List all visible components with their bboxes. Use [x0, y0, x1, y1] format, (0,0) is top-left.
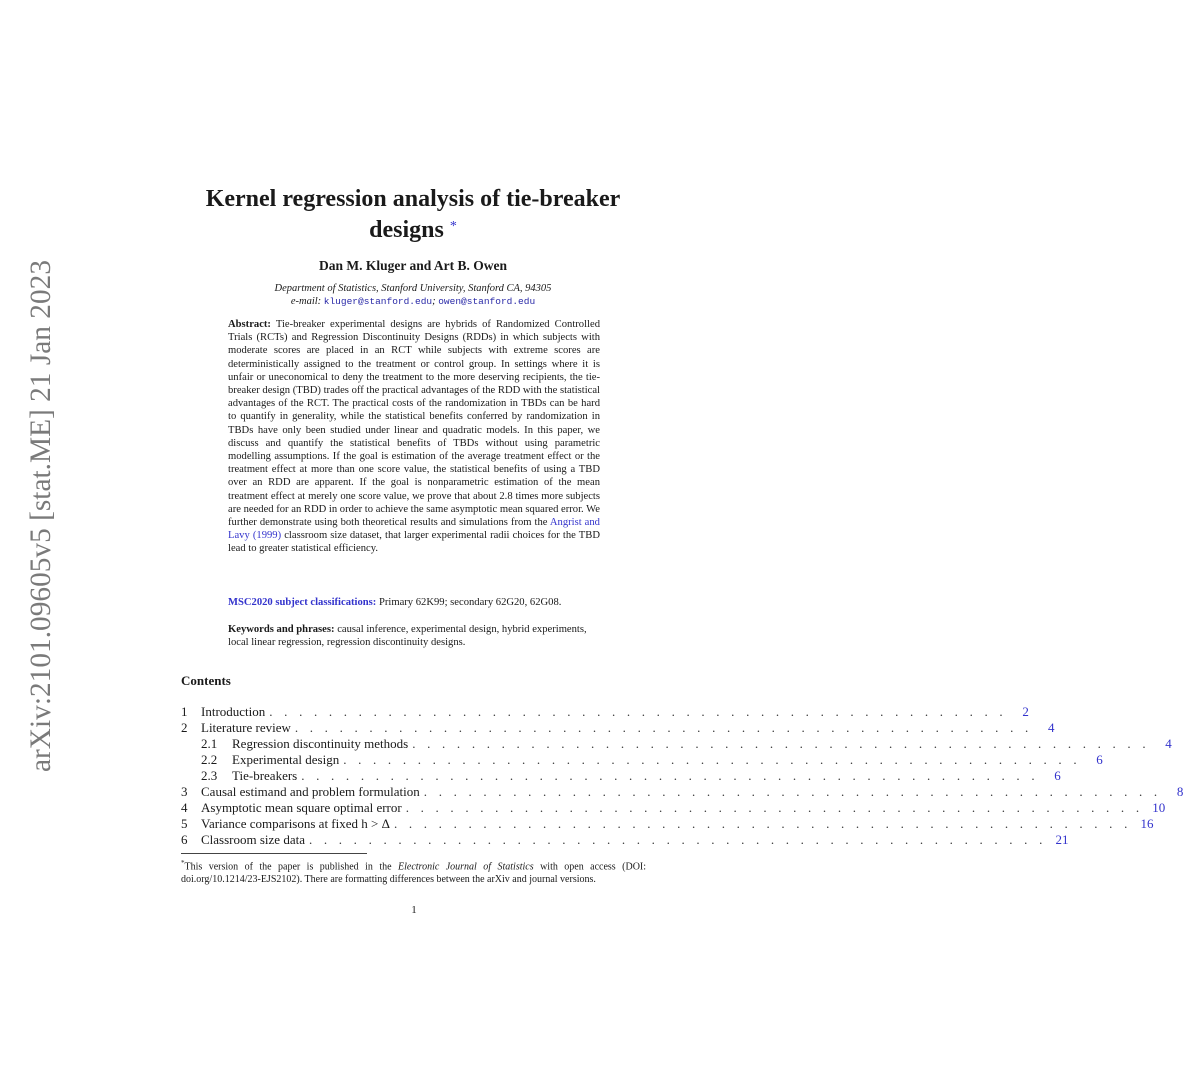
keywords-text: causal inference, experimental design, hybrid experiments, local linear regression, regression discontinuity designs. [228, 624, 587, 649]
contents-heading: Contents [181, 673, 231, 688]
toc-page-link[interactable]: 16 [1140, 816, 1154, 831]
toc-title: Literature review [201, 720, 291, 735]
page-number: 1 [411, 904, 417, 916]
citation-link-angrist-lavy[interactable]: Angrist and Lavy (1999) [228, 517, 600, 542]
toc-page-link[interactable]: 8 [1176, 784, 1183, 799]
toc-number: 2.1 [201, 736, 218, 751]
arxiv-stamp-svg [8, 248, 68, 800]
abstract-text-1: Tie-breaker experimental designs are hybrids of Randomized Controlled Trials (RCTs) and Regression Discontinuity Designs (RDDs) in which subjects with moderate scores are placed in an RCT while subjects with extreme scores are deterministically assigned to the treatment or control group. In settings where it is unfair or uneconomical to deny the treatment to the more deserving recipients, the tie-breaker design (TBD) trades off the practical advantages of the RDD with the statistical advantages of the RCT. The practical costs of the randomization in TBDs can be hard to quantify in generality, while the statistical benefits conferred by randomization in TBDs have only been studied under linear and quadratic models. In this paper, we discuss and quantify the statistical benefits of TBDs without using parametric modelling assumptions. If the goal is estimation of the average treatment effect or the treatment effect at more than one score value, the statistical benefits of using a TBD over an RDD are apparent. If the goal is nonparametric estimation of the mean treatment effect at merely one score value, we prove that about 2.8 times more subjects are needed for an RDD in order to achieve the same asymptotic mean squared error. We further demonstrate using both theoretical results and simulations from the [228, 319, 600, 529]
arxiv-identifier-stamp [8, 248, 68, 800]
footnote-mark: * [181, 859, 185, 867]
keywords [228, 623, 600, 649]
footnote-text-1: This version of the paper is published in the [184, 861, 392, 873]
footnote-rule [181, 853, 367, 854]
toc-page-link[interactable]: 6 [1096, 752, 1103, 767]
toc-title: Experimental design [232, 752, 340, 767]
toc-page-link[interactable]: 10 [1152, 800, 1166, 815]
email-separator: ; [432, 296, 436, 307]
footnote-text-2: with open access (DOI: doi.org/10.1214/23-EJS2102). There are formatting differences between the arXiv and journal versions. [181, 861, 647, 886]
footnote-journal: Electronic Journal of Statistics [398, 861, 534, 873]
email-label: e-mail: [290, 296, 322, 307]
title-line-2-wrap [150, 215, 676, 246]
msc-text: Primary 62K99; secondary 62G20, 62G08. [378, 597, 562, 608]
toc-leader-dots: . . . . . . . . . . . . . . . . . . . . . . . . . . . . . . . . . . . . . . . . . . . . . . . . . . [343, 752, 1081, 767]
toc-page-link[interactable]: 6 [1054, 768, 1061, 783]
table-of-contents [181, 704, 1183, 848]
toc-number: 5 [181, 816, 188, 831]
abstract-text-2: classroom size dataset, that larger experimental radii choices for the TBD lead to greater statistical efficiency. [228, 530, 600, 555]
title-footnote-link[interactable]: * [449, 219, 457, 234]
toc-page-link[interactable]: 4 [1165, 736, 1172, 751]
arxiv-id-text: arXiv:2101.09605v5 [stat.ME] 21 Jan 2023 [24, 248, 57, 772]
toc-leader-dots: . . . . . . . . . . . . . . . . . . . . . . . . . . . . . . . . . . . . . . . . . . . . . . . . . . [393, 816, 1132, 831]
toc-leader-dots: . . . . . . . . . . . . . . . . . . . . . . . . . . . . . . . . . . . . . . . . . . . . . . . . . . [269, 704, 1007, 719]
toc-entry-3[interactable] [181, 784, 1183, 800]
paper-title [150, 184, 676, 246]
toc-leader-dots: . . . . . . . . . . . . . . . . . . . . . . . . . . . . . . . . . . . . . . . . . . . . . . . . . . [294, 720, 1033, 735]
msc-classification [228, 596, 600, 609]
toc-number: 3 [181, 784, 188, 799]
toc-title: Causal estimand and problem formulation [201, 784, 420, 799]
toc-title: Variance comparisons at fixed h > Δ [201, 816, 390, 831]
toc-number: 2.3 [201, 768, 218, 783]
toc-entry-5[interactable] [181, 816, 1154, 832]
toc-entry-2-3[interactable] [181, 768, 1061, 784]
email-line [150, 295, 676, 308]
email-link-kluger[interactable]: kluger@stanford.edu [323, 296, 433, 307]
email-link-owen[interactable]: owen@stanford.edu [438, 296, 536, 307]
toc-entry-2-2[interactable] [181, 752, 1103, 768]
keywords-label: Keywords and phrases: [228, 624, 335, 635]
toc-leader-dots: . . . . . . . . . . . . . . . . . . . . . . . . . . . . . . . . . . . . . . . . . . . . . . . . . . [308, 832, 1047, 847]
affiliation-block [150, 282, 676, 308]
toc-leader-dots: . . . . . . . . . . . . . . . . . . . . . . . . . . . . . . . . . . . . . . . . . . . . . . . . . . [405, 800, 1144, 815]
toc-page-link[interactable]: 4 [1047, 720, 1055, 735]
toc-page-link[interactable]: 21 [1055, 832, 1069, 847]
toc-leader-dots: . . . . . . . . . . . . . . . . . . . . . . . . . . . . . . . . . . . . . . . . . . . . . . . . . . [423, 784, 1162, 799]
toc-title: Regression discontinuity methods [232, 736, 409, 751]
title-line-1: Kernel regression analysis of tie-breaker [205, 186, 621, 212]
affiliation: Department of Statistics, Stanford University, Stanford CA, 94305 [274, 283, 552, 294]
toc-entry-2[interactable] [181, 720, 1055, 736]
footnote [181, 857, 646, 886]
toc-page-link[interactable]: 2 [1022, 704, 1029, 719]
toc-title: Tie-breakers [232, 768, 298, 783]
toc-number: 1 [181, 704, 188, 719]
toc-entry-6[interactable] [181, 832, 1069, 848]
msc-link[interactable]: MSC2020 subject classifications: [228, 597, 377, 608]
abstract [228, 318, 600, 556]
toc-title: Asymptotic mean square optimal error [201, 800, 402, 815]
toc-number: 4 [181, 800, 188, 815]
toc-number: 6 [181, 832, 188, 847]
toc-title: Classroom size data [201, 832, 305, 847]
toc-entry-2-1[interactable] [181, 736, 1172, 752]
toc-leader-dots: . . . . . . . . . . . . . . . . . . . . . . . . . . . . . . . . . . . . . . . . . . . . . . . . . . [412, 736, 1150, 751]
toc-entry-1[interactable] [181, 704, 1029, 720]
authors: Dan M. Kluger and Art B. Owen [318, 258, 507, 273]
toc-number: 2 [181, 720, 188, 735]
abstract-label: Abstract: [228, 319, 271, 330]
toc-number: 2.2 [201, 752, 218, 767]
toc-entry-4[interactable] [181, 800, 1166, 816]
title-line-2: designs [369, 217, 444, 243]
toc-leader-dots: . . . . . . . . . . . . . . . . . . . . . . . . . . . . . . . . . . . . . . . . . . . . . . . . . . [301, 768, 1039, 783]
toc-title: Introduction [201, 704, 266, 719]
